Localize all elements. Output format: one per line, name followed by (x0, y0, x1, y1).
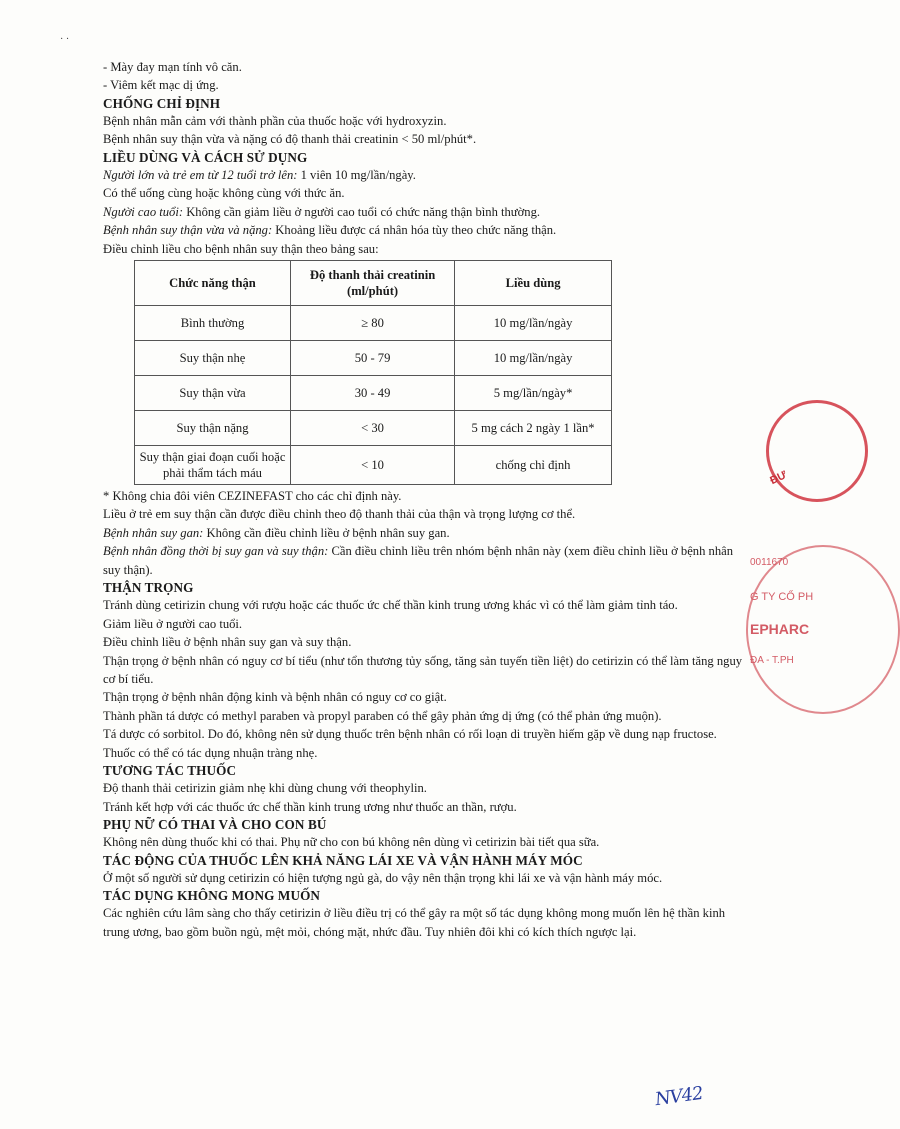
stamp-text: ĐA - T.PH (750, 655, 794, 666)
interaction-line: Tránh kết hợp với các thuốc ức chế thần kinh trung ương như thuốc an thần, rượu. (103, 799, 517, 814)
adverse-line: Các nghiên cứu lâm sàng cho thấy cetirizin ở liều điều trị có thể gây ra một số tác dụng không mong muốn lên hệ thần kinh trung ương, bao gồm buồn ngủ, mệt mỏi, chóng mặt, nhức đầu. Tuy nhiên đôi khi có kích thích ngược lại. (103, 906, 726, 939)
adverse-heading: TÁC DỤNG KHÔNG MONG MUỐN (103, 888, 321, 904)
contraindication-line: Bệnh nhân mẫn cảm với thành phần của thuốc hoặc với hydroxyzin. (103, 114, 447, 129)
table-header-cell: Chức năng thận (135, 261, 291, 306)
table-intro: Điều chỉnh liều cho bệnh nhân suy thận theo bảng sau: (103, 241, 379, 256)
document-page (103, 58, 743, 941)
precaution-line: Thận trọng ở bệnh nhân động kinh và bệnh nhân có nguy cơ co giật. (103, 690, 447, 705)
table-cell: 5 mg/lần/ngày* (455, 376, 612, 411)
contraindication-line: Bệnh nhân suy thận vừa và nặng có độ thanh thải creatinin < 50 ml/phút*. (103, 132, 477, 147)
stamp-text: EPHARC (750, 621, 810, 637)
table-footnote: * Không chia đôi viên CEZINEFAST cho các chỉ định này. (103, 489, 402, 504)
intro-line: - Viêm kết mạc dị ứng. (103, 78, 219, 93)
table-header-cell: Liều dùng (455, 261, 612, 306)
red-seal-stamp (762, 400, 802, 500)
intro-line: - Mày đay mạn tính vô căn. (103, 60, 242, 74)
precaution-line: Tá dược có sorbitol. Do đó, không nên sử dụng thuốc trên bệnh nhân có rối loạn di truyền hiếm gặp về dung nạp fructose. Thuốc có thể có tác dụng nhuận tràng nhẹ. (103, 727, 717, 760)
adult-dose (103, 166, 743, 184)
interactions-heading: TƯƠNG TÁC THUỐC (103, 762, 237, 778)
seal-ring (766, 400, 868, 502)
table-row (135, 411, 612, 446)
table-cell: Suy thận vừa (135, 376, 291, 411)
precaution-line: Thành phần tá dược có methyl paraben và propyl paraben có thể gây phản ứng dị ứng (có thể phản ứng muộn). (103, 708, 662, 723)
table-cell: Suy thận giai đoạn cuối hoặc phải thẩm tách máu (135, 446, 291, 485)
table-cell: ≥ 80 (290, 306, 454, 341)
table-cell: 10 mg/lần/ngày (455, 341, 612, 376)
liver-text: Không cần điều chỉnh liều ở bệnh nhân suy gan. (203, 525, 450, 540)
table-cell: 5 mg cách 2 ngày 1 lần* (455, 411, 612, 446)
both-label: Bệnh nhân đồng thời bị suy gan và suy thận: (103, 544, 329, 559)
liver-dose (103, 524, 743, 542)
dosage-heading: LIỀU DÙNG VÀ CÁCH SỬ DỤNG (103, 149, 308, 165)
adult-text: 1 viên 10 mg/lần/ngày. (297, 168, 416, 183)
table-row (135, 376, 612, 411)
adult-label: Người lớn và trẻ em từ 12 tuổi trở lên: (103, 168, 298, 183)
table-cell: < 10 (290, 446, 454, 485)
contraindications-heading: CHỐNG CHỈ ĐỊNH (103, 95, 221, 111)
table-cell: < 30 (290, 411, 454, 446)
liver-label: Bệnh nhân suy gan: (103, 525, 204, 540)
precaution-line: Thận trọng ở bệnh nhân có nguy cơ bí tiểu (như tổn thương tủy sống, tăng sản tuyến tiền liệt) do cetirizin có thể làm tăng nguy cơ bí tiểu. (103, 653, 743, 686)
driving-line: Ở một số người sử dụng cetirizin có hiện tượng ngủ gà, do vậy nên thận trọng khi lái xe và vận hành máy móc. (103, 870, 663, 885)
stamp-text: G TY CỔ PH (750, 591, 814, 603)
food-line: Có thể uống cùng hoặc không cùng với thức ăn. (103, 186, 345, 201)
table-cell: 50 - 79 (290, 341, 454, 376)
stamp-text: 0011670 (750, 557, 789, 568)
table-cell: Suy thận nhẹ (135, 341, 291, 376)
renal-dose-table (134, 260, 612, 485)
both-text: Cần điều chỉnh liều trên nhóm bệnh nhân này (xem điều chỉnh liều ở bệnh nhân suy thận). (103, 544, 734, 577)
handwritten-signature: NV42 (653, 1082, 704, 1111)
precaution-line: Điều chỉnh liều ở bệnh nhân suy gan và suy thận. (103, 635, 352, 650)
pregnancy-heading: PHỤ NỮ CÓ THAI VÀ CHO CON BÚ (103, 816, 327, 832)
table-cell: Bình thường (135, 306, 291, 341)
table-row (135, 306, 612, 341)
table-cell: 30 - 49 (290, 376, 454, 411)
table-cell: 10 mg/lần/ngày (455, 306, 612, 341)
precautions-heading: THẬN TRỌNG (103, 580, 194, 596)
elderly-text: Không cần giảm liều ở người cao tuổi có chức năng thận bình thường. (183, 204, 541, 219)
both-dose (103, 542, 743, 579)
renal-text: Khoảng liều được cá nhân hóa tùy theo chức năng thận. (272, 223, 557, 238)
precaution-line: Giảm liều ở người cao tuổi. (103, 616, 243, 631)
table-cell: Suy thận nặng (135, 411, 291, 446)
elderly-dose (103, 203, 743, 221)
table-header-cell: Độ thanh thải creatinin (ml/phút) (290, 261, 454, 306)
child-line: Liều ở trẻ em suy thận cần được điều chỉnh theo độ thanh thải của thận và trọng lượng cơ thể. (103, 507, 576, 522)
renal-dose (103, 221, 743, 239)
pregnancy-line: Không nên dùng thuốc khi có thai. Phụ nữ cho con bú không nên dùng vì cetirizin bài tiết qua sữa. (103, 835, 600, 850)
table-row (135, 446, 612, 485)
interaction-line: Độ thanh thải cetirizin giảm nhẹ khi dùng chung với theophylin. (103, 781, 427, 796)
scan-marks: · · (60, 34, 70, 45)
precaution-line: Tránh dùng cetirizin chung với rượu hoặc các thuốc ức chế thần kinh trung ương khác vì có thể làm giảm tỉnh táo. (103, 598, 678, 613)
table-header-row (135, 261, 612, 306)
table-row (135, 341, 612, 376)
driving-heading: TÁC ĐỘNG CỦA THUỐC LÊN KHẢ NĂNG LÁI XE VÀ VẬN HÀNH MÁY MÓC (103, 852, 583, 868)
table-cell: chống chỉ định (455, 446, 612, 485)
elderly-label: Người cao tuổi: (103, 204, 184, 219)
company-stamp (744, 545, 814, 715)
renal-label: Bệnh nhân suy thận vừa và nặng: (103, 223, 273, 238)
seal-text: ĐƯ (768, 468, 789, 488)
